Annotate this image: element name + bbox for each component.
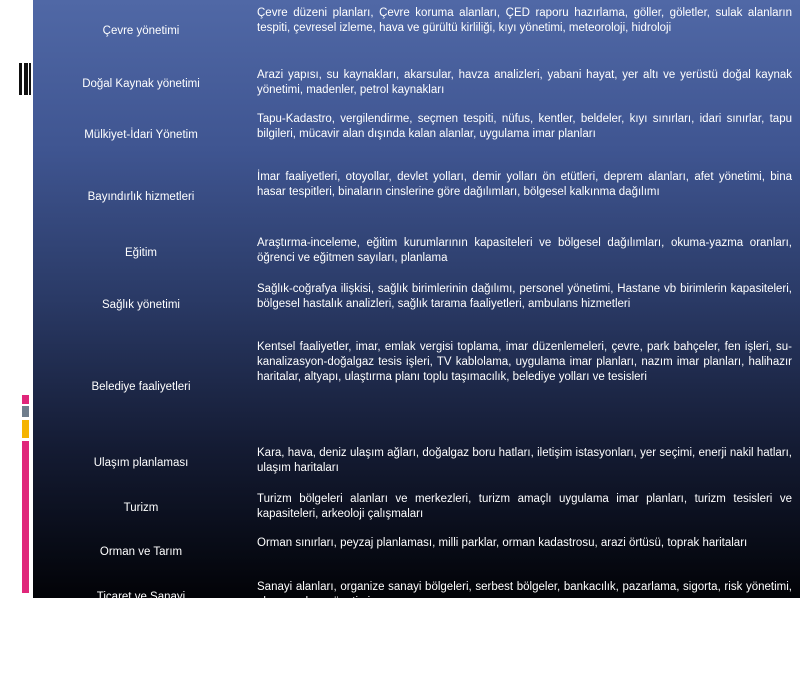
row-category: Bayındırlık hizmetleri (87, 190, 195, 203)
row-category: Savunma, Güvenlik (91, 644, 191, 657)
table-row (33, 530, 800, 574)
left-strip (0, 0, 32, 600)
decorative-bar (29, 63, 31, 95)
row-description: Çevre düzeni planları, Çevre koruma alanları, ÇED raporu hazırlama, göller, göletler, sulak alanların tespiti, çevresel izleme, hava ve gürültü kirliliği, kıyı yönetimi, meteoroloji, hidroloji (257, 7, 792, 34)
table-row (33, 106, 800, 164)
row-description: Kara, hava, deniz ulaşım ağları, doğalgaz boru hatları, iletişim istasyonları, yer seçimi, enerji nakil hatları, ulaşım haritaları (257, 447, 792, 474)
row-description: İmar faaliyetleri, otoyollar, devlet yolları, demir yolları ön etütleri, deprem alanları, afet yönetimi, bina hasar tespitleri, binaların cinslerine göre dağılımları, bölgesel kalkınma dağılımı (257, 171, 792, 198)
row-category: Ulaşım planlaması (93, 456, 189, 469)
decorative-bar (22, 441, 29, 593)
content-panel (33, 0, 800, 657)
row-description: Arazi yapısı, su kaynakları, akarsular, havza analizleri, yabani hayat, yer altı ve yerüstü doğal kaynak yönetimi, madenler, petrol kaynakları (257, 69, 792, 96)
row-category: Sağlık yönetimi (102, 298, 180, 311)
row-description: Orman sınırları, peyzaj planlaması, milli parklar, orman kadastrosu, arazi örtüsü, toprak haritaları (257, 537, 748, 549)
row-description: Turizm bölgeleri alanları ve merkezleri, turizm amaçlı uygulama imar planları, turizm tesisleri ve kapasiteleri, arkeoloji çalışmaları (257, 493, 792, 520)
table-row (33, 0, 800, 62)
row-category: Çevre yönetimi (102, 24, 180, 37)
row-category: Turizm (123, 501, 159, 514)
table-row (33, 334, 800, 440)
table-row (33, 164, 800, 230)
table-row (33, 620, 800, 682)
table-row (33, 574, 800, 620)
row-description: Araştırma-inceleme, eğitim kurumlarının kapasiteleri ve bölgesel dağılımları, okuma-yazma oranları, öğrenci ve eğitmen sayıları, planlama (257, 237, 792, 264)
row-description: Kentsel faaliyetler, imar, emlak vergisi toplama, imar düzenlemeleri, çevre, park bahçeler, fen işleri, su-kanalizasyon-doğalgaz tesis işleri, TV kablolama, uygulama imar planları, nazım imar planları, halihazır haritalar, altyapı, ulaştırma planı toplu taşımacılık, belediye yolları ve tesisleri (257, 341, 792, 383)
table-row (33, 276, 800, 334)
row-description: Askeri tesisler, tatbikat ve atış alanları, yasak bölgeler, sivil savunma, emniyet, suç analizleri, olay haritaları, acil servis, trafik düzenleme, sınır güvenliği (257, 627, 792, 654)
table-row (33, 440, 800, 486)
gis-applications-table (33, 0, 800, 682)
row-category: Ticaret ve Sanayi (96, 590, 186, 603)
table-row (33, 486, 800, 530)
row-category: Mülkiyet-İdari Yönetim (84, 128, 198, 141)
decorative-bar (19, 63, 22, 95)
row-category: Eğitim (125, 246, 157, 259)
row-category: Orman ve Tarım (99, 545, 183, 558)
decorative-square (22, 420, 29, 438)
table-row (33, 62, 800, 106)
row-description: Tapu-Kadastro, vergilendirme, seçmen tespiti, nüfus, kentler, beldeler, kıyı sınırları, idari sınırlar, tapu bilgileri, mücavir alan dışında kalan alanlar, uygulama imar planları (257, 113, 792, 140)
decorative-square (22, 406, 29, 417)
row-category: Doğal Kaynak yönetimi (82, 77, 200, 90)
decorative-bar (24, 63, 28, 95)
decorative-square (22, 395, 29, 404)
table-row (33, 230, 800, 276)
row-description: Sağlık-coğrafya ilişkisi, sağlık birimlerinin dağılımı, personel yönetimi, Hastane vb birimlerin kapasiteleri, bölgesel hastalık analizleri, sağlık tarama faaliyetleri, ambulans hizmetleri (257, 283, 792, 310)
row-description: Sanayi alanları, organize sanayi bölgeleri, serbest bölgeler, bankacılık, pazarlama, sigorta, risk yönetimi, abone, adres yönetimi (257, 581, 792, 608)
row-category: Belediye faaliyetleri (91, 380, 191, 393)
